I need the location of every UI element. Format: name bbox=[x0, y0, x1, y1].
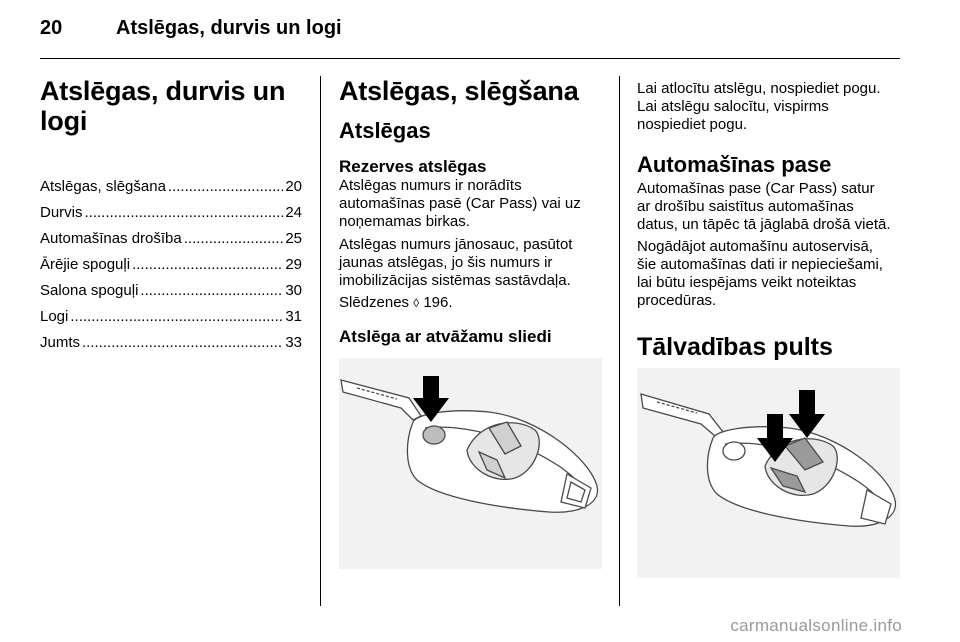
toc-page: 33 bbox=[285, 334, 302, 351]
spare-keys-heading: Rezerves atslēgas bbox=[339, 157, 487, 176]
watermark: carmanualsonline.info bbox=[730, 616, 902, 635]
toc-page: 24 bbox=[285, 204, 302, 221]
toc-label: Salona spoguļi bbox=[40, 282, 139, 299]
fold-instruction bbox=[637, 80, 907, 134]
text-line: Atslēgas numurs ir norādīts bbox=[339, 177, 522, 194]
chapter-title-line-2: logi bbox=[40, 106, 88, 136]
locks-text: Slēdzenes bbox=[339, 294, 410, 311]
text-line: procedūras. bbox=[637, 292, 717, 309]
toc-page: 20 bbox=[285, 178, 302, 195]
spare-keys-paragraph-2 bbox=[339, 236, 609, 290]
toc-label: Jumts bbox=[40, 334, 81, 351]
text-line: Atslēgas numurs jānosauc, pasūtot bbox=[339, 236, 573, 253]
table-of-contents bbox=[40, 178, 302, 360]
text-line: Automašīnas pase (Car Pass) satur bbox=[637, 180, 875, 197]
text-line: jaunas atslēgas, jo šis numurs ir bbox=[339, 254, 553, 271]
locks-reference bbox=[339, 294, 453, 312]
toc-entry[interactable] bbox=[40, 334, 302, 352]
toc-leader bbox=[70, 308, 283, 326]
toc-leader bbox=[184, 230, 284, 248]
toc-label: Ārējie spoguļi bbox=[40, 256, 131, 273]
column-divider-1 bbox=[320, 76, 321, 606]
toc-page: 31 bbox=[285, 308, 302, 325]
toc-page: 25 bbox=[285, 230, 302, 247]
remote-drawing bbox=[637, 368, 900, 578]
subsection-title: Atslēgas bbox=[339, 118, 431, 143]
toc-entry[interactable] bbox=[40, 230, 302, 248]
toc-leader bbox=[82, 334, 283, 352]
page-number: 20 bbox=[40, 17, 63, 39]
toc-entry[interactable] bbox=[40, 282, 302, 300]
toc-entry[interactable] bbox=[40, 178, 302, 196]
toc-entry[interactable] bbox=[40, 204, 302, 222]
chapter-title bbox=[40, 76, 285, 136]
text-line: Lai atslēgu salocītu, vispirms bbox=[637, 98, 829, 115]
text-line: Lai atlocītu atslēgu, nospiediet pogu. bbox=[637, 80, 881, 97]
toc-leader bbox=[168, 178, 283, 196]
foldable-key-heading: Atslēga ar atvāžamu sliedi bbox=[339, 327, 552, 346]
text-line: automašīnas pasē (Car Pass) vai uz bbox=[339, 195, 581, 212]
toc-leader bbox=[140, 282, 283, 300]
car-pass-heading: Automašīnas pase bbox=[637, 152, 832, 177]
locks-page-ref[interactable]: 196. bbox=[423, 294, 453, 311]
toc-page: 30 bbox=[285, 282, 302, 299]
text-line: Nogādājot automašīnu autoservisā, bbox=[637, 238, 873, 255]
toc-label: Logi bbox=[40, 308, 69, 325]
section-title: Atslēgas, slēgšana bbox=[339, 76, 579, 106]
car-pass-paragraph-1 bbox=[637, 180, 907, 234]
text-line: datus, un tāpēc tā jāglabā drošā vietā. bbox=[637, 216, 891, 233]
toc-leader bbox=[132, 256, 283, 274]
text-line: šie automašīnas dati ir nepieciešami, bbox=[637, 256, 883, 273]
toc-label: Atslēgas, slēgšana bbox=[40, 178, 166, 195]
toc-entry[interactable] bbox=[40, 308, 302, 326]
remote-control-heading: Tālvadības pults bbox=[637, 333, 833, 361]
text-line: ar drošību saistītus automašīnas bbox=[637, 198, 854, 215]
header-rule bbox=[40, 58, 900, 59]
text-line: imobilizācijas sistēmas sastāvdaļa. bbox=[339, 272, 571, 289]
running-header-title: Atslēgas, durvis un logi bbox=[116, 17, 342, 39]
text-line: nospiediet pogu. bbox=[637, 116, 748, 133]
toc-entry[interactable] bbox=[40, 256, 302, 274]
text-line: noņemamas birkas. bbox=[339, 213, 470, 230]
car-pass-paragraph-2 bbox=[637, 238, 907, 310]
key-drawing bbox=[339, 358, 602, 569]
toc-page: 29 bbox=[285, 256, 302, 273]
toc-label: Durvis bbox=[40, 204, 83, 221]
chapter-title-line-1: Atslēgas, durvis un bbox=[40, 76, 286, 106]
foldable-key-illustration bbox=[339, 358, 602, 569]
reference-arrow-icon: ◊ bbox=[413, 296, 420, 310]
text-line: lai būtu iespējams veikt noteiktas bbox=[637, 274, 857, 291]
column-divider-2 bbox=[619, 76, 620, 606]
toc-leader bbox=[85, 204, 284, 222]
spare-keys-paragraph-1 bbox=[339, 177, 609, 231]
toc-label: Automašīnas drošība bbox=[40, 230, 182, 247]
remote-control-illustration bbox=[637, 368, 900, 578]
